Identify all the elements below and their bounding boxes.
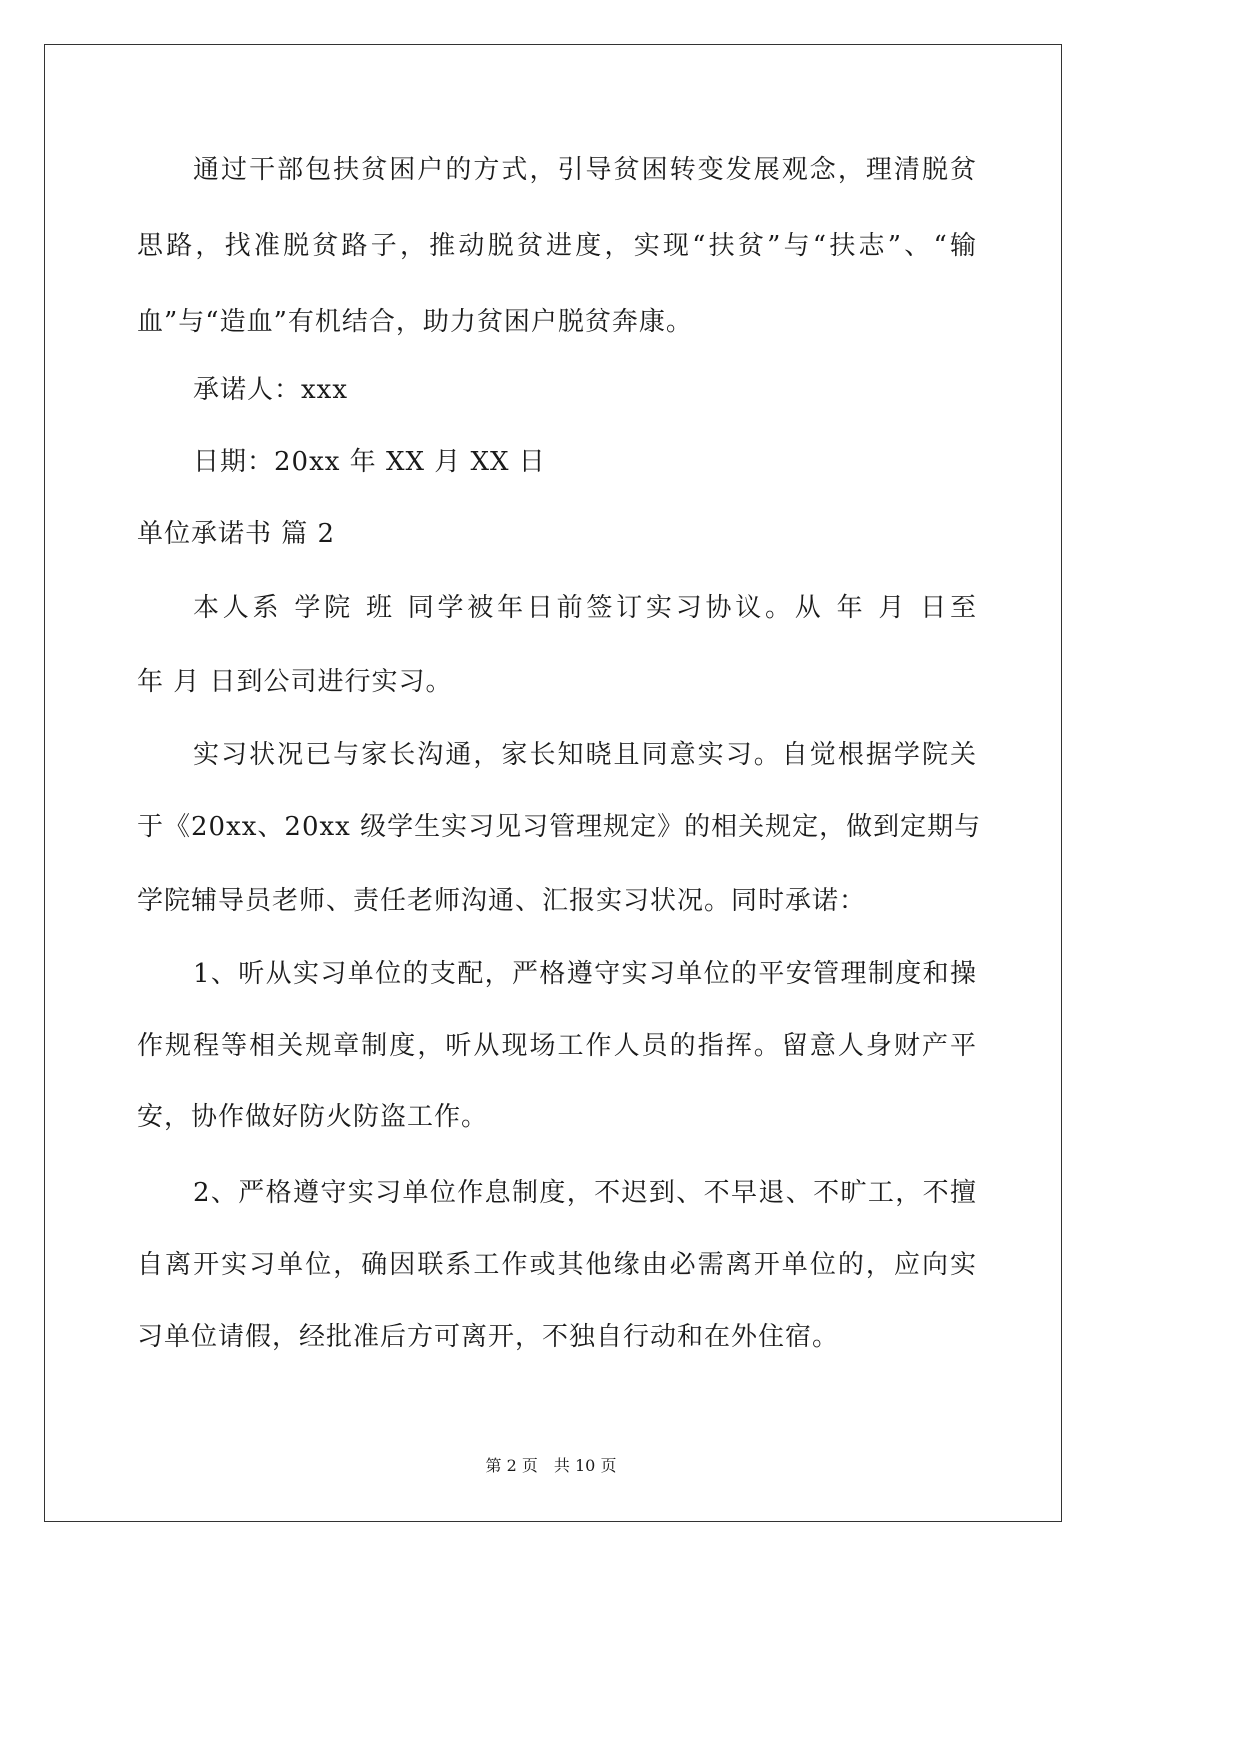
paragraph-1-line-2: 思路，找准脱贫路子，推动脱贫进度，实现“扶贫”与“扶志”、“输 — [137, 231, 977, 261]
paragraph-2-line-2: 年 月 日到公司进行实习。 — [137, 667, 453, 697]
page-border — [44, 44, 1062, 1522]
paragraph-1-line-3: 血”与“造血”有机结合，助力贫困户脱贫奔康。 — [137, 307, 693, 337]
paragraph-5-line-2: 自离开实习单位，确因联系工作或其他缘由必需离开单位的，应向实 — [137, 1250, 977, 1280]
date-line: 日期：20xx 年 XX 月 XX 日 — [193, 447, 546, 477]
paragraph-1-line-1: 通过干部包扶贫困户的方式，引导贫困转变发展观念，理清脱贫 — [193, 155, 977, 185]
paragraph-5-line-1: 2、严格遵守实习单位作息制度，不迟到、不早退、不旷工，不擅 — [193, 1178, 977, 1208]
paragraph-4-line-1: 1、听从实习单位的支配，严格遵守实习单位的平安管理制度和操 — [193, 959, 977, 989]
paragraph-4-line-2: 作规程等相关规章制度，听从现场工作人员的指挥。留意人身财产平 — [137, 1031, 977, 1061]
promisor-line: 承诺人：xxx — [193, 375, 348, 405]
section-heading: 单位承诺书 篇 2 — [137, 519, 336, 549]
paragraph-3-line-2: 于《20xx、20xx 级学生实习见习管理规定》的相关规定，做到定期与 — [137, 812, 982, 842]
page-number: 第 2 页 — [485, 1456, 538, 1475]
paragraph-3-line-3: 学院辅导员老师、责任老师沟通、汇报实习状况。同时承诺： — [137, 886, 867, 916]
paragraph-3-line-1: 实习状况已与家长沟通，家长知晓且同意实习。自觉根据学院关 — [193, 740, 977, 770]
paragraph-2-line-1: 本人系 学院 班 同学被年日前签订实习协议。从 年 月 日至 — [193, 593, 977, 623]
paragraph-4-line-3: 安，协作做好防火防盗工作。 — [137, 1102, 489, 1132]
paragraph-5-line-3: 习单位请假，经批准后方可离开，不独自行动和在外住宿。 — [137, 1322, 840, 1352]
page-footer — [0, 1456, 1102, 1476]
total-pages: 共 10 页 — [553, 1456, 617, 1475]
